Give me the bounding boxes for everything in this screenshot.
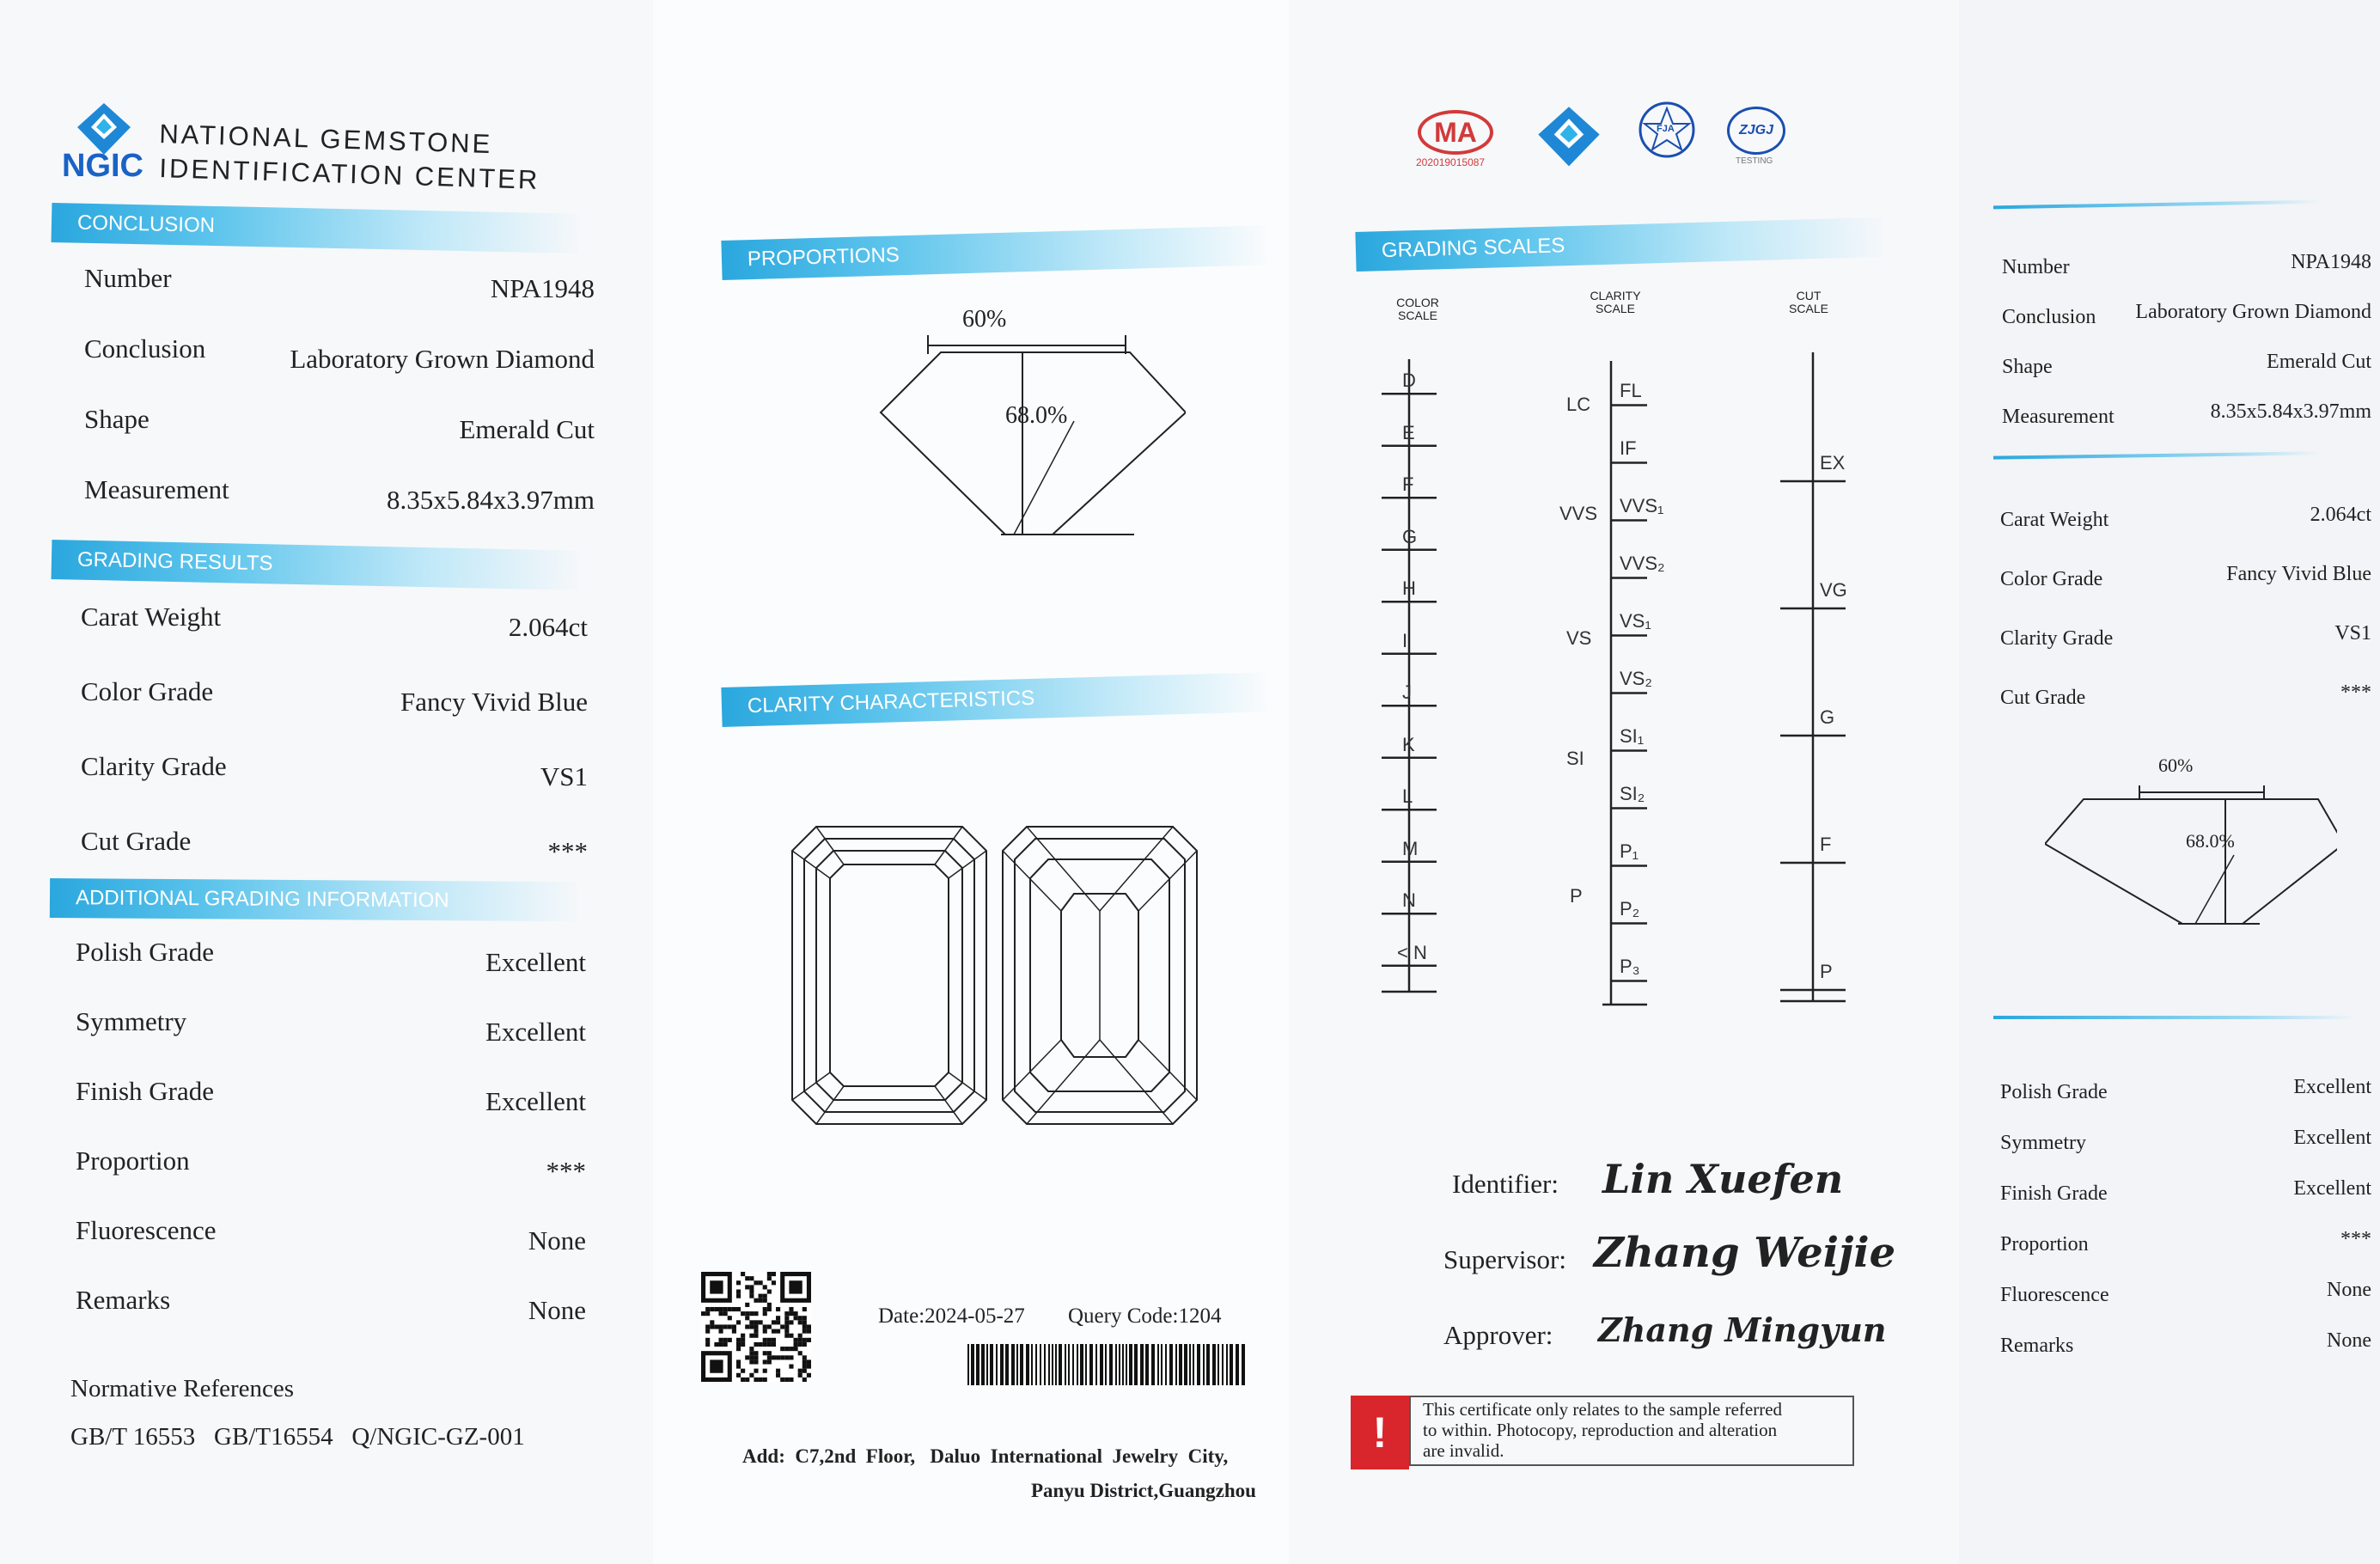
additional-info-row-label: Fluorescence	[76, 1215, 217, 1245]
summary-row-value: 2.064ct	[2310, 504, 2371, 526]
summary-proportion-diagram	[2045, 773, 2337, 937]
approver-signature: Zhang Mingyun	[1598, 1310, 1887, 1349]
summary-row	[2002, 251, 2371, 290]
supervisor-label: Supervisor:	[1443, 1244, 1566, 1274]
query-code: Query Code:1204	[1068, 1304, 1222, 1328]
color-grade-label: E	[1402, 421, 1415, 443]
fja-seal-text: FJA	[1657, 124, 1675, 134]
identifier-signature: Lin Xuefen	[1602, 1156, 1844, 1202]
proportions-banner: PROPORTIONS	[721, 225, 1272, 280]
clarity-grade-label: P₁	[1620, 840, 1639, 862]
clarity-group-label: P	[1570, 885, 1583, 907]
summary-row	[2000, 504, 2371, 543]
warning-icon: !	[1351, 1396, 1409, 1469]
color-scale-title: COLOR SCALE	[1396, 296, 1439, 322]
summary-row-label: Number	[2002, 256, 2070, 278]
summary-depth-percent: 68.0%	[2186, 830, 2235, 852]
color-grade-label: M	[1402, 837, 1419, 859]
grading-result-row-value: 2.064ct	[508, 612, 588, 642]
clarity-group-label: VVS	[1559, 503, 1598, 524]
grading-result-row-label: Carat Weight	[81, 602, 222, 632]
summary-row-value: Fancy Vivid Blue	[2226, 563, 2371, 585]
summary-row-value: Excellent	[2293, 1127, 2371, 1149]
summary-row-value: Emerald Cut	[2267, 351, 2371, 373]
summary-row	[2002, 301, 2371, 340]
cma-number: 202019015087	[1416, 156, 1486, 168]
cut-grade-label: VG	[1820, 579, 1847, 601]
grading-result-row-label: Color Grade	[81, 676, 214, 706]
scale-lines	[1289, 344, 1890, 1031]
summary-table-percent: 60%	[2158, 755, 2194, 776]
conclusion-row	[84, 263, 595, 306]
color-grade-label: L	[1402, 785, 1413, 807]
notice-line2: to within. Photocopy, reproduction and alteration	[1423, 1420, 1778, 1440]
additional-info-row	[76, 937, 586, 980]
identifier-label: Identifier:	[1452, 1169, 1559, 1199]
table-percent: 60%	[962, 306, 1007, 333]
additional-info-row-value: None	[528, 1295, 586, 1325]
additional-info-row-value: None	[528, 1225, 586, 1255]
color-grade-label: H	[1402, 577, 1416, 599]
notice-line3: are invalid.	[1423, 1440, 1504, 1461]
clarity-grade-label: VVS₁	[1620, 495, 1664, 516]
summary-row-label: Polish Grade	[2000, 1081, 2108, 1103]
qr-code[interactable]	[701, 1272, 811, 1382]
clarity-group-label: VS	[1566, 627, 1592, 649]
org-name-line2: IDENTIFICATION CENTER	[158, 153, 540, 195]
testing-label: TESTING	[1736, 156, 1773, 166]
summary-row	[2000, 563, 2371, 602]
clarity-grade-label: IF	[1620, 437, 1637, 459]
grading-result-row	[81, 602, 588, 645]
barcode	[967, 1344, 1248, 1385]
summary-row-label: Carat Weight	[2000, 509, 2109, 531]
summary-row-value: Laboratory Grown Diamond	[2135, 301, 2371, 323]
summary-row	[2000, 622, 2371, 662]
clarity-grade-label: P₂	[1620, 898, 1640, 919]
cut-grade-label: P	[1820, 961, 1833, 982]
additional-info-row-value: ***	[546, 1156, 586, 1186]
summary-rule	[1993, 1016, 2354, 1019]
summary-row-value: VS1	[2334, 622, 2371, 645]
color-grade-label: G	[1402, 525, 1418, 547]
color-grade-label: N	[1402, 889, 1416, 911]
additional-info-row	[76, 1285, 586, 1328]
summary-row-label: Clarity Grade	[2000, 627, 2114, 650]
clarity-grade-label: SI₂	[1620, 783, 1645, 804]
additional-info-row	[76, 1006, 586, 1049]
summary-row	[2000, 681, 2371, 721]
clarity-grade-label: SI₁	[1620, 725, 1645, 747]
address-line2: Panyu District,Guangzhou	[1031, 1480, 1256, 1501]
conclusion-row-value: NPA1948	[490, 273, 595, 303]
approver-label: Approver:	[1443, 1320, 1553, 1350]
additional-info-row-label: Proportion	[76, 1146, 190, 1176]
grading-scales-banner: GRADING SCALES	[1355, 217, 1889, 272]
additional-info-row	[76, 1215, 586, 1258]
additional-info-row-value: Excellent	[485, 947, 586, 977]
summary-row-value: NPA1948	[2291, 251, 2371, 273]
additional-info-row-label: Remarks	[76, 1285, 171, 1315]
summary-row	[2000, 1228, 2371, 1268]
org-name-line1: NATIONAL GEMSTONE	[158, 119, 493, 160]
proportions-panel	[653, 0, 1289, 1564]
grading-result-row	[81, 751, 588, 794]
additional-info-row-value: Excellent	[485, 1017, 586, 1047]
summary-row	[2000, 1177, 2371, 1217]
conclusion-row	[84, 333, 595, 376]
summary-row-value: ***	[2340, 681, 2371, 704]
summary-row-label: Fluorescence	[2000, 1284, 2109, 1306]
summary-row-label: Cut Grade	[2000, 687, 2086, 709]
normative-refs: GB/T 16553 GB/T16554 Q/NGIC-GZ-001	[70, 1423, 525, 1451]
summary-row-value: Excellent	[2293, 1076, 2371, 1098]
grading-result-row-label: Clarity Grade	[81, 751, 227, 781]
color-grade-label: D	[1402, 370, 1416, 391]
color-grade-label: K	[1402, 733, 1415, 755]
conclusion-row-value: 8.35x5.84x3.97mm	[387, 485, 595, 515]
summary-card-panel	[1959, 0, 2380, 1564]
color-grade-label: J	[1402, 681, 1412, 703]
summary-rule	[1993, 451, 2320, 459]
proportion-diagram	[790, 309, 1186, 550]
grading-result-row-value: VS1	[540, 761, 588, 791]
summary-row	[2002, 351, 2371, 390]
conclusion-row	[84, 474, 595, 517]
additional-info-row	[76, 1076, 586, 1119]
pavilion-view-diagram	[1001, 825, 1199, 1126]
additional-info-row-label: Finish Grade	[76, 1076, 215, 1106]
additional-info-row	[76, 1146, 586, 1188]
summary-row	[2000, 1076, 2371, 1115]
summary-row-label: Symmetry	[2000, 1132, 2086, 1154]
grading-scales-panel	[1289, 0, 1959, 1564]
summary-row	[2000, 1329, 2371, 1369]
conclusion-row-value: Emerald Cut	[459, 414, 595, 444]
supervisor-signature: Zhang Weijie	[1594, 1229, 1896, 1277]
conclusion-row	[84, 404, 595, 447]
grading-results-banner: GRADING RESULTS	[52, 540, 585, 590]
clarity-grade-label: P₃	[1620, 956, 1640, 977]
summary-row	[2000, 1127, 2371, 1166]
additional-info-banner: ADDITIONAL GRADING INFORMATION	[50, 878, 583, 921]
additional-info-row-label: Polish Grade	[76, 937, 215, 967]
clarity-group-label: SI	[1566, 748, 1584, 769]
conclusion-row-label: Conclusion	[84, 333, 206, 364]
cma-logo: MA	[1418, 110, 1493, 155]
depth-percent: 68.0%	[1005, 402, 1068, 429]
summary-row-label: Color Grade	[2000, 568, 2103, 590]
address-line1: Add: C7,2nd Floor, Daluo International Jewelry City,	[742, 1445, 1229, 1467]
summary-row	[2002, 400, 2371, 440]
summary-row-label: Shape	[2002, 356, 2053, 378]
summary-row-value: 8.35x5.84x3.97mm	[2210, 400, 2371, 423]
color-grade-label: F	[1402, 473, 1414, 495]
clarity-grade-label: FL	[1620, 380, 1642, 401]
color-grade-label: < N	[1397, 941, 1427, 963]
summary-row-value: None	[2327, 1279, 2371, 1301]
summary-row-label: Measurement	[2002, 406, 2115, 428]
color-grade-label: I	[1402, 629, 1408, 651]
summary-row	[2000, 1279, 2371, 1318]
summary-row-label: Remarks	[2000, 1335, 2074, 1357]
report-date: Date:2024-05-27	[878, 1304, 1025, 1328]
grading-result-row	[81, 826, 588, 869]
clarity-grade-label: VVS₂	[1620, 553, 1665, 574]
conclusion-row-value: Laboratory Grown Diamond	[290, 344, 595, 374]
normative-title: Normative References	[70, 1375, 295, 1402]
report-panel-main	[0, 0, 653, 1564]
ngic-diamond-icon	[1536, 105, 1602, 170]
zjgj-logo: ZJGJ	[1727, 107, 1785, 155]
cut-grade-label: G	[1820, 706, 1835, 728]
summary-row-value: Excellent	[2293, 1177, 2371, 1200]
crown-view-diagram	[790, 825, 988, 1126]
summary-row-label: Proportion	[2000, 1233, 2089, 1255]
summary-row-value: None	[2327, 1329, 2371, 1352]
summary-row-value: ***	[2340, 1228, 2371, 1250]
clarity-grade-label: VS₁	[1620, 610, 1651, 632]
summary-row-label: Conclusion	[2002, 306, 2096, 328]
additional-info-row-label: Symmetry	[76, 1006, 187, 1036]
grading-result-row-value: Fancy Vivid Blue	[400, 687, 588, 717]
ngic-logo-text: NGIC	[62, 148, 143, 184]
cut-grade-label: F	[1820, 834, 1832, 855]
cut-scale-title: CUT SCALE	[1789, 289, 1828, 315]
additional-info-row-value: Excellent	[485, 1086, 586, 1116]
notice-line1: This certificate only relates to the sample referred	[1423, 1399, 1783, 1420]
summary-top-rule	[1993, 200, 2320, 210]
clarity-grade-label: VS₂	[1620, 668, 1652, 689]
cut-grade-label: EX	[1820, 452, 1846, 473]
grading-result-row-value: ***	[547, 836, 588, 866]
conclusion-row-label: Measurement	[84, 474, 229, 504]
notice-text	[1423, 1399, 1782, 1461]
clarity-group-label: LC	[1566, 394, 1591, 415]
conclusion-row-label: Number	[84, 263, 172, 293]
summary-row-label: Finish Grade	[2000, 1182, 2108, 1205]
grading-result-row-label: Cut Grade	[81, 826, 192, 856]
clarity-characteristics-banner: CLARITY CHARACTERISTICS	[721, 672, 1272, 727]
grading-result-row	[81, 676, 588, 719]
clarity-scale-title: CLARITY SCALE	[1590, 289, 1641, 315]
conclusion-row-label: Shape	[84, 404, 150, 434]
conclusion-banner: CONCLUSION	[52, 203, 585, 254]
